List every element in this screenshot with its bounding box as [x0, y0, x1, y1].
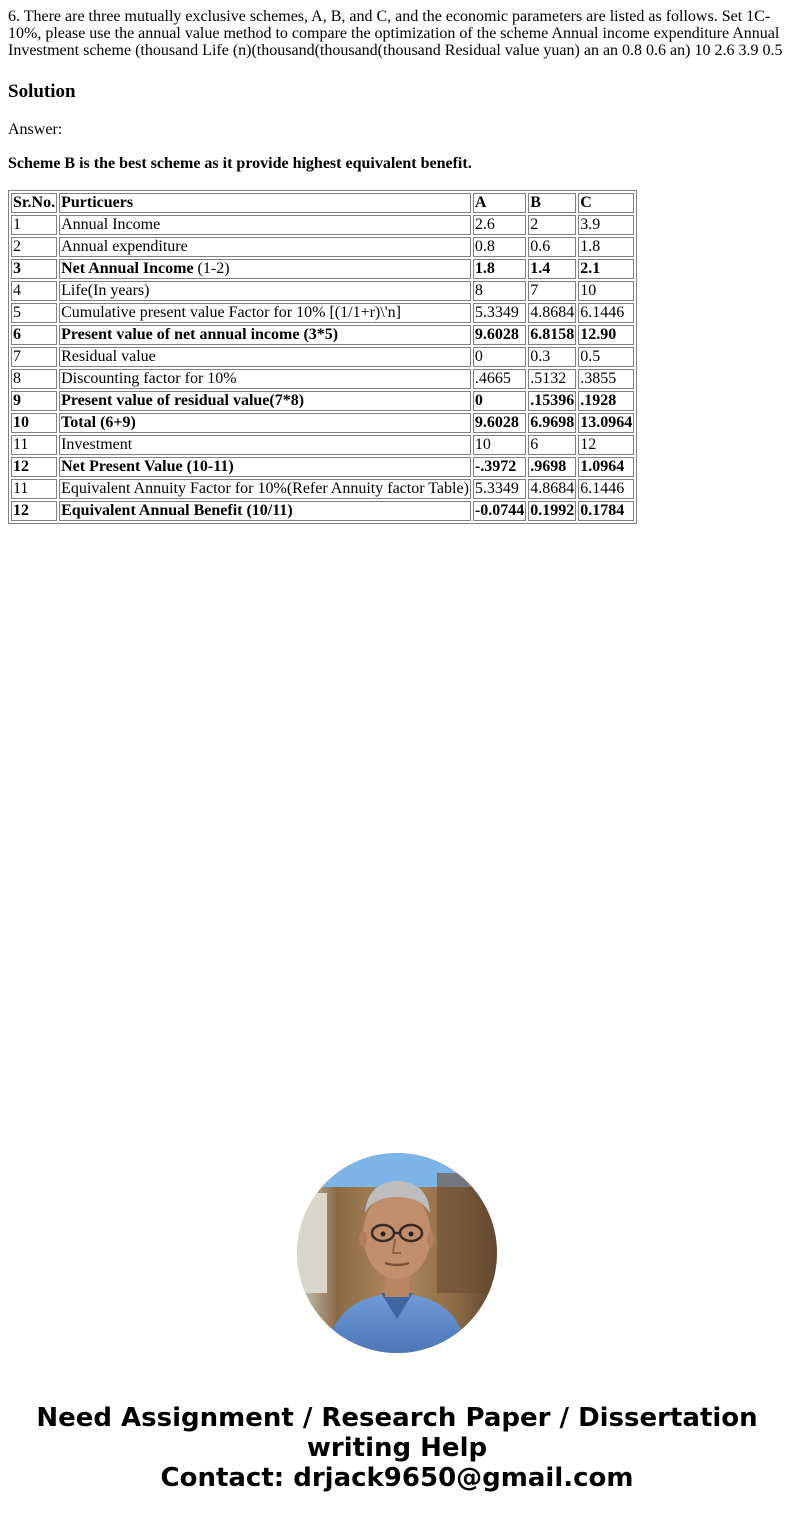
- cell-label-suffix: (1-2): [193, 260, 230, 277]
- cell-sr: 6: [11, 325, 57, 345]
- cell-a: 0: [473, 391, 526, 411]
- promo-line-1: Need Assignment / Research Paper / Dissertation: [36, 1403, 758, 1433]
- cell-sr: 12: [11, 501, 57, 521]
- cell-b: 2: [528, 215, 576, 235]
- cell-a: 5.3349: [473, 303, 526, 323]
- table-row: [11, 501, 634, 521]
- cell-b: 6.8158: [530, 326, 575, 343]
- cell-sr: 10: [11, 413, 57, 433]
- cell-label: Discounting factor for 10%: [59, 369, 471, 389]
- table-row: [11, 457, 634, 477]
- cell-label: Equivalent Annuity Factor for 10%(Refer Annuity factor Table): [61, 480, 469, 497]
- cell-a: 8: [473, 281, 526, 301]
- cell-sr: 11: [11, 435, 57, 455]
- cell-label: Present value of net annual income (3*5): [59, 325, 471, 345]
- cell-b: 6: [528, 435, 576, 455]
- cell-a: 2.6: [473, 215, 526, 235]
- cell-b: 1.4: [528, 259, 576, 279]
- cell-label: Net Present Value (10-11): [59, 457, 471, 477]
- cell-sr: 1: [11, 215, 57, 235]
- cell-label: Residual value: [59, 347, 471, 367]
- table-row: [11, 303, 634, 323]
- cell-label: Investment: [59, 435, 471, 455]
- cell-label: Total (6+9): [59, 413, 471, 433]
- answer-label: Answer:: [8, 121, 63, 138]
- cell-b: .5132: [528, 369, 576, 389]
- header-sr-no: Sr.No.: [13, 194, 56, 211]
- cell-sr: 11: [11, 479, 57, 499]
- cell-label: Present value of residual value(7*8): [59, 391, 471, 411]
- cell-a: 9.6028: [473, 325, 526, 345]
- solution-heading: Solution: [8, 81, 76, 102]
- cell-a: 1.8: [473, 259, 526, 279]
- cell-sr: 5: [11, 303, 57, 323]
- cell-b: 0.1992: [530, 502, 575, 519]
- cell-b: .9698: [528, 457, 576, 477]
- cell-label: [59, 259, 471, 279]
- cell-label: Life(In years): [59, 281, 471, 301]
- promo-banner: [0, 1403, 794, 1493]
- promo-contact: Contact: drjack9650@gmail.com: [160, 1463, 634, 1493]
- table-row: [11, 391, 634, 411]
- cell-label-main: Net Annual Income: [61, 260, 194, 277]
- cell-sr: 4: [11, 281, 57, 301]
- table-row: [11, 347, 634, 367]
- cell-b: 0.6: [528, 237, 576, 257]
- header-scheme-b: B: [528, 193, 576, 213]
- cell-a: .4665: [473, 369, 526, 389]
- cell-b: 0.3: [528, 347, 576, 367]
- cell-c: .1928: [578, 391, 634, 411]
- table-row: [11, 281, 634, 301]
- cell-c: .3855: [578, 369, 634, 389]
- table-row: [11, 479, 634, 499]
- question-text: 6. There are three mutually exclusive schemes, A, B, and C, and the economic parameters are listed as follows. Set 1C-10%, please use the annual value method to compare the optimization of the scheme Annual income expenditure Annual Investment scheme (thousand Life (n)(thousand(thousand(thousand Residual value yuan) an an 0.8 0.6 an) 10 2.6 3.9 0.5: [8, 8, 783, 59]
- cell-c: 12: [578, 435, 634, 455]
- cell-sr: 9: [11, 391, 57, 411]
- tutor-portrait-illustration: [297, 1153, 497, 1353]
- cell-c: 2.1: [578, 259, 634, 279]
- table-row: [11, 237, 634, 257]
- cell-c: 3.9: [578, 215, 634, 235]
- cell-a: 0.8: [473, 237, 526, 257]
- cell-a: 10: [473, 435, 526, 455]
- cell-sr: 12: [11, 457, 57, 477]
- table-header-row: [11, 193, 634, 213]
- solution-table: [8, 190, 637, 524]
- cell-a: 5.3349: [473, 479, 526, 499]
- promo-line-2: writing Help: [306, 1433, 488, 1463]
- cell-c: 1.0964: [578, 457, 634, 477]
- conclusion-text: Scheme B is the best scheme as it provide highest equivalent benefit.: [8, 155, 472, 172]
- cell-sr: 3: [11, 259, 57, 279]
- cell-c: 6.1446: [578, 303, 634, 323]
- cell-sr: 7: [11, 347, 57, 367]
- table-row: [11, 435, 634, 455]
- cell-label: Annual expenditure: [59, 237, 471, 257]
- cell-sr: 2: [11, 237, 57, 257]
- table-row: [11, 369, 634, 389]
- cell-label: Annual Income: [59, 215, 471, 235]
- cell-c: 0.1784: [578, 501, 634, 521]
- table-row: [11, 215, 634, 235]
- cell-c: 0.5: [578, 347, 634, 367]
- cell-a: 0: [473, 347, 526, 367]
- cell-b: 4.8684: [530, 304, 575, 321]
- table-row: [11, 259, 634, 279]
- cell-c: 13.0964: [580, 414, 633, 431]
- cell-a: -.3972: [473, 457, 526, 477]
- cell-label: Equivalent Annual Benefit (10/11): [59, 501, 471, 521]
- cell-sr: 8: [11, 369, 57, 389]
- cell-b: 4.8684: [530, 480, 575, 497]
- table-row: [11, 325, 634, 345]
- cell-c: 10: [578, 281, 634, 301]
- header-scheme-c: C: [578, 193, 634, 213]
- document-body: [8, 0, 786, 524]
- cell-c: 12.90: [578, 325, 634, 345]
- cell-b: 6.9698: [530, 414, 575, 431]
- cell-a: -0.0744: [474, 502, 525, 519]
- cell-c: 6.1446: [578, 479, 634, 499]
- table-row: [11, 413, 634, 433]
- header-scheme-a: A: [473, 193, 526, 213]
- tutor-avatar: [297, 1153, 497, 1353]
- cell-b: 7: [528, 281, 576, 301]
- cell-a: 9.6028: [473, 413, 526, 433]
- cell-label: Cumulative present value Factor for 10% [(1/1+r)\'n]: [59, 303, 471, 323]
- cell-b: .15396: [530, 392, 575, 409]
- cell-c: 1.8: [578, 237, 634, 257]
- header-particulars: Purticuers: [59, 193, 471, 213]
